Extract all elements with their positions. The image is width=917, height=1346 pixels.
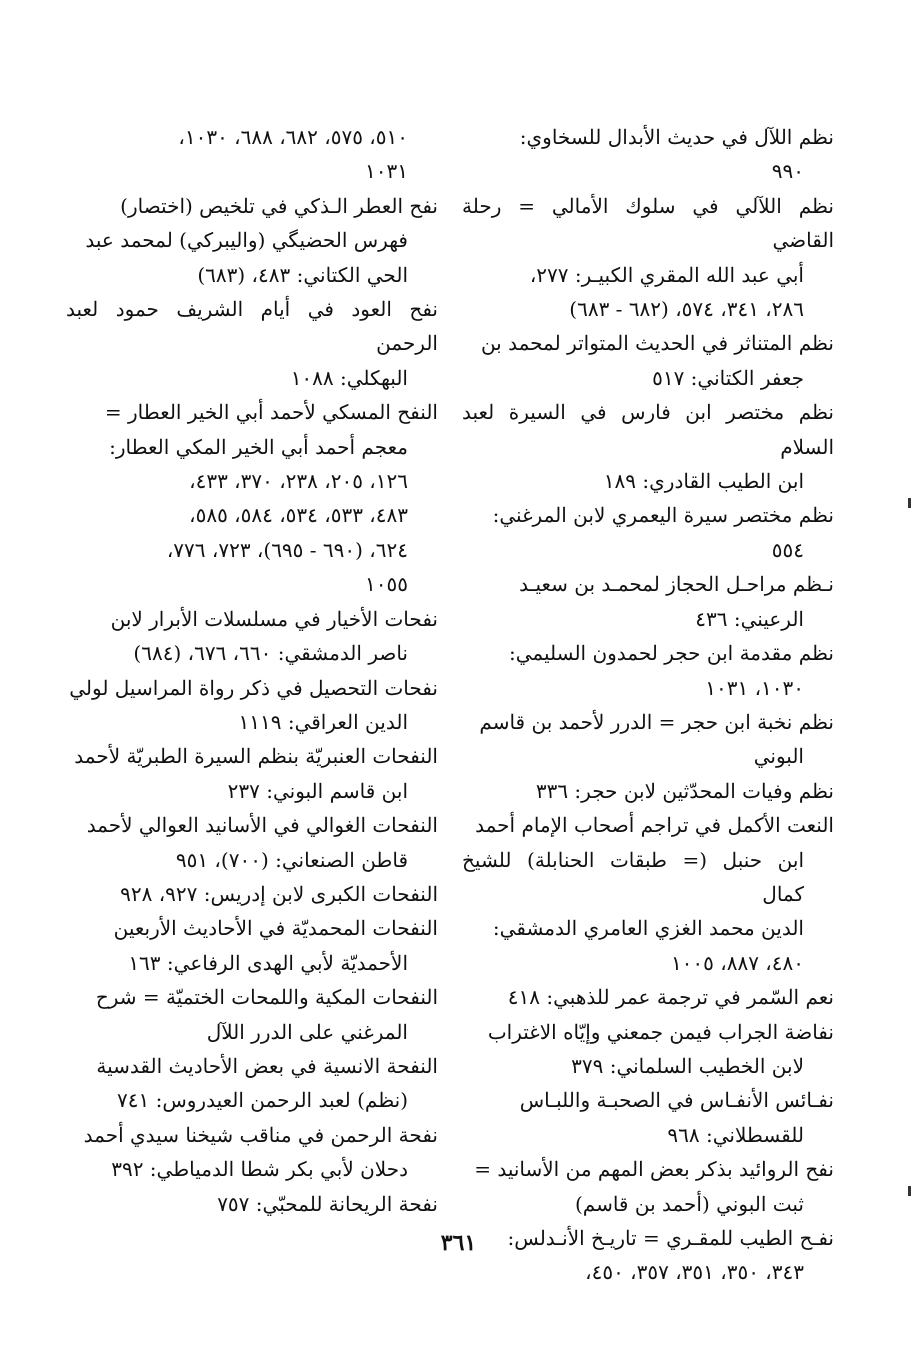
index-entry	[66, 1118, 438, 1187]
entry-continuation-line: ١٢٦، ٢٠٥، ٢٣٨، ٣٧٠، ٤٣٣،	[189, 469, 408, 494]
entry-title-line: نعم السّمر في ترجمة عمر للذهبي: ٤١٨	[507, 985, 834, 1010]
entry-continuation-line: المرغني على الدرر اللآل	[206, 1019, 408, 1044]
entry-title-line: نفح العود في أيام الشريف حمود لعبد الرحمن	[66, 297, 438, 356]
entry-title-line: نفحات الأخيار في مسلسلات الأبرار لابن	[110, 606, 438, 631]
index-entry	[66, 911, 438, 980]
entry-continuation-line: معجم أحمد أبي الخير المكي العطار:	[109, 434, 408, 459]
entry-continuation-line: فهرس الحضيگي (واليبركي) لمحمد عبد	[85, 228, 408, 253]
entry-continuation-line: ٣٤٣، ٣٥٠، ٣٥١، ٣٥٧، ٤٥٠،	[585, 1260, 804, 1285]
entry-continuation-line: الرعيني: ٤٣٦	[695, 606, 804, 631]
entry-continuation-line: البهكلي: ١٠٨٨	[290, 365, 408, 390]
entry-title-line: نظم نخبة ابن حجر = الدرر لأحمد بن قاسم	[479, 709, 834, 734]
index-entry	[66, 395, 438, 601]
index-entry	[66, 808, 438, 877]
index-entry	[462, 326, 834, 395]
entry-title-line: نظم اللآلي في سلوك الأمالي = رحلة القاضي	[462, 193, 834, 253]
index-entry	[462, 1015, 834, 1084]
index-entry	[462, 567, 834, 636]
entry-continuation-line: ابن حنبل (= طبقات الحنابلة) للشيخ كمال	[462, 847, 804, 906]
entry-continuation-line: للقسطلاني: ٩٦٨	[667, 1122, 804, 1147]
scan-edge-mark	[908, 1186, 911, 1196]
entry-continuation-line: البوني	[753, 744, 804, 769]
entry-title-line: نظم اللآل في حديث الأبدال للسخاوي:	[519, 125, 834, 149]
page-number: ٣٦١	[440, 1230, 477, 1256]
entry-title-line: نفاضة الجراب فيمن جمعني وإيّاه الاغتراب	[487, 1019, 834, 1044]
right-column	[462, 120, 834, 1290]
entry-continuation-line: ٥٥٤	[771, 537, 804, 562]
entry-continuation-line: ١٠٣١	[365, 159, 408, 184]
entry-continuation-line: ٥١٠، ٥٧٥، ٦٨٢، ٦٨٨، ١٠٣٠،	[178, 125, 408, 149]
index-entry	[462, 1083, 834, 1152]
left-column	[66, 120, 438, 1221]
index-entry	[462, 774, 834, 808]
entry-continuation-line: لابن الخطيب السلماني: ٣٧٩	[571, 1053, 804, 1078]
index-entry	[462, 808, 834, 980]
entry-title-line: النفحات العنبريّة بنظم السيرة الطبريّة لأحمد	[74, 744, 438, 769]
entry-title-line: النفحات المكية واللمحات الختميّة = شرح	[95, 985, 438, 1010]
index-entry	[462, 120, 834, 189]
scan-edge-mark	[908, 498, 911, 508]
index-entry	[462, 189, 834, 327]
index-entry	[462, 1152, 834, 1221]
entry-continuation-line: ٢٨٦، ٣٤١، ٥٧٤، (٦٨٢ - ٦٨٣)	[569, 297, 804, 322]
entry-title-line: نفـائس الأنفـاس في الصحبـة واللبـاس	[519, 1088, 834, 1113]
entry-title-line: النفحات المحمديّة في الأحاديث الأربعين	[113, 916, 438, 941]
entry-title-line: نظم وفيات المحدّثين لابن حجر: ٣٣٦	[535, 778, 834, 803]
entry-title-line: نظم المتناثر في الحديث المتواتر لمحمد بن	[480, 331, 834, 356]
entry-title-line: النفحات الغوالي في الأسانيد العوالي لأحمد	[86, 813, 438, 838]
entry-continuation-line: ناصر الدمشقي: ٦٦٠، ٦٧٦، (٦٨٤)	[133, 641, 408, 666]
entry-continuation-line: ثبت البوني (أحمد بن قاسم)	[574, 1191, 804, 1216]
entry-title-line: النعت الأكمل في تراجم أصحاب الإمام أحمد	[475, 813, 834, 838]
entry-continuation-line: ٦٢٤، (٦٩٠ - ٦٩٥)، ٧٢٣، ٧٧٦،	[166, 537, 408, 562]
index-entry	[462, 636, 834, 705]
entry-title-line: نفح الروائيد بذكر بعض المهم من الأسانيد =	[474, 1157, 834, 1182]
index-entry	[66, 739, 438, 808]
entry-continuation-line: الدين العراقي: ١١١٩	[238, 709, 408, 734]
index-entry	[66, 671, 438, 740]
index-entry	[66, 602, 438, 671]
entry-continuation-line: ٤٨٣، ٥٣٣، ٥٣٤، ٥٨٤، ٥٨٥،	[189, 503, 408, 528]
entry-title-line: نظم مختصر سيرة اليعمري لابن المرغني:	[492, 503, 834, 528]
entry-continuation-line: دحلان لأبي بكر شطا الدمياطي: ٣٩٢	[111, 1157, 408, 1182]
index-entry	[462, 980, 834, 1014]
entry-continuation-line: الدين محمد الغزي العامري الدمشقي:	[492, 916, 804, 941]
entry-title-line: النفحة الانسية في بعض الأحاديث القدسية	[96, 1053, 438, 1078]
entry-continuation-line: قاطن الصنعاني: (٧٠٠)، ٩٥١	[175, 847, 408, 872]
entry-continuation-line: ١٠٥٥	[365, 572, 408, 597]
index-entry	[66, 980, 438, 1049]
index-entry	[66, 1049, 438, 1118]
index-entry	[462, 395, 834, 498]
entry-title-line: النفح المسكي لأحمد أبي الخير العطار =	[104, 400, 438, 425]
entry-continuation-line: ٩٩٠	[771, 159, 804, 184]
entry-continuation-line: (نظم) لعبد الرحمن العيدروس: ٧٤١	[117, 1088, 408, 1113]
entry-continuation-line: الأحمديّة لأبي الهدى الرفاعي: ١٦٣	[128, 950, 408, 975]
entry-title-line: نفحة الريحانة للمحبّي: ٧٥٧	[217, 1191, 438, 1216]
entry-title-line: نفـح الطيب للمقـري = تاريـخ الأنـدلس:	[507, 1226, 834, 1250]
entry-continuation-line: ابن قاسم البوني: ٢٣٧	[227, 778, 408, 803]
entry-title-line: نظم مقدمة ابن حجر لحمدون السليمي:	[508, 641, 834, 666]
entry-title-line: نـظم مراحـل الحجاز لمحمـد بن سعيـد	[519, 572, 834, 597]
entry-continuation-line: جعفر الكتاني: ٥١٧	[652, 365, 804, 390]
index-entry	[462, 498, 834, 567]
index-entry	[66, 120, 438, 189]
entry-title-line: نفحة الرحمن في مناقب شيخنا سيدي أحمد	[83, 1122, 438, 1147]
index-entry	[66, 292, 438, 395]
index-entry	[66, 1187, 438, 1221]
index-entry	[462, 705, 834, 774]
entry-continuation-line: ابن الطيب القادري: ١٨٩	[603, 469, 804, 494]
entry-title-line: نفح العطر الـذكي في تلخيص (اختصار)	[120, 193, 438, 218]
index-entry	[66, 189, 438, 292]
entry-continuation-line: ١٠٣٠، ١٠٣١	[705, 675, 804, 700]
entry-continuation-line: ٤٨٠، ٨٨٧، ١٠٠٥	[670, 950, 804, 975]
entry-title-line: نظم مختصر ابن فارس في السيرة لعبد السلام	[462, 400, 834, 459]
entry-continuation-line: أبي عبد الله المقري الكبيـر: ٢٧٧،	[529, 262, 804, 287]
entry-continuation-line: الحي الكتاني: ٤٨٣، (٦٨٣)	[197, 262, 408, 287]
index-entry	[66, 877, 438, 911]
entry-title-line: النفحات الكبرى لابن إدريس: ٩٢٧، ٩٢٨	[120, 881, 438, 906]
entry-title-line: نفحات التحصيل في ذكر رواة المراسيل لولي	[69, 675, 438, 700]
